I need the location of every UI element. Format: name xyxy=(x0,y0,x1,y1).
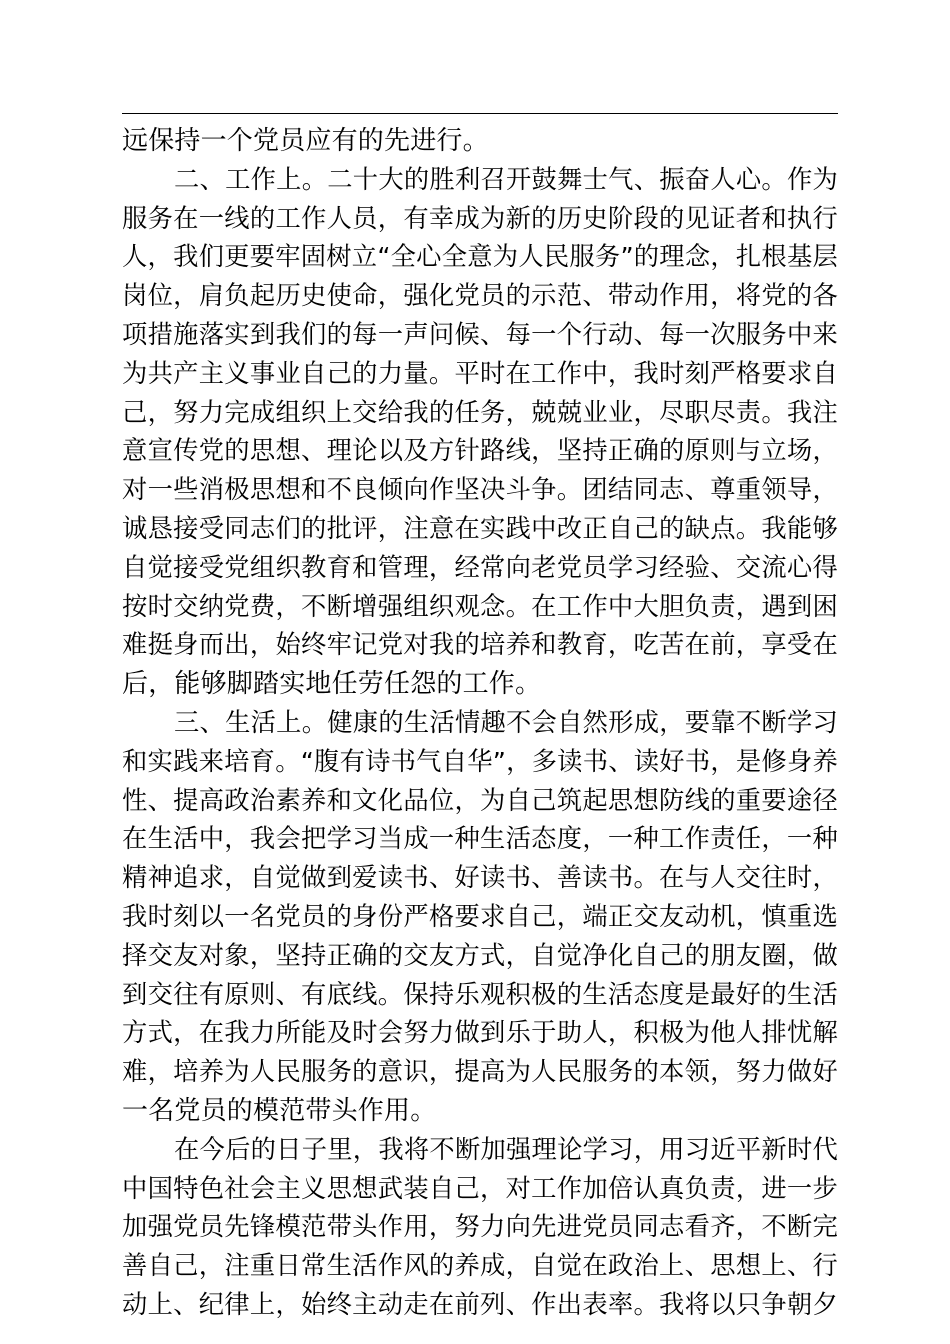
text-line: 人，我们更要牢固树立“全心全意为人民服务”的理念，扎根基层 xyxy=(122,242,838,272)
text-line: 服务在一线的工作人员，有幸成为新的历史阶段的见证者和执行 xyxy=(122,203,838,233)
text-line: 后，能够脚踏实地任劳任怨的工作。 xyxy=(122,669,542,700)
text-line: 我时刻以一名党员的身份严格要求自己，端正交友动机，慎重选 xyxy=(122,901,838,931)
text-line: 到交往有原则、有底线。保持乐观积极的生活态度是最好的生活 xyxy=(122,979,838,1009)
text-line: 性、提高政治素养和文化品位，为自己筑起思想防线的重要途径 xyxy=(122,785,838,815)
text-line: 按时交纳党费，不断增强组织观念。在工作中大胆负责，遇到困 xyxy=(122,591,838,621)
text-line: 加强党员先锋模范带头作用，努力向先进党员同志看齐，不断完 xyxy=(122,1212,838,1242)
header-rule xyxy=(122,113,838,114)
text-line: 意宣传党的思想、理论以及方针路线，坚持正确的原则与立场， xyxy=(122,436,838,466)
text-line: 项措施落实到我们的每一声问候、每一个行动、每一次服务中来 xyxy=(122,319,838,349)
text-line: 岗位，肩负起历史使命，强化党员的示范、带动作用，将党的各 xyxy=(122,281,838,311)
text-line: 方式，在我力所能及时会努力做到乐于助人，积极为他人排忧解 xyxy=(122,1018,838,1048)
text-line: 在今后的日子里，我将不断加强理论学习，用习近平新时代 xyxy=(174,1134,838,1164)
text-line: 自觉接受党组织教育和管理，经常向老党员学习经验、交流心得 xyxy=(122,552,838,582)
text-line: 精神追求，自觉做到爱读书、好读书、善读书。在与人交往时， xyxy=(122,863,838,893)
text-line: 动上、纪律上，始终主动走在前列、作出表率。我将以只争朝夕 xyxy=(122,1289,838,1319)
text-line: 善自己，注重日常生活作风的养成，自觉在政治上、思想上、行 xyxy=(122,1251,838,1281)
text-line: 己，努力完成组织上交给我的任务，兢兢业业，尽职尽责。我注 xyxy=(122,397,838,427)
text-line: 诚恳接受同志们的批评，注意在实践中改正自己的缺点。我能够 xyxy=(122,513,838,543)
text-line: 在生活中，我会把学习当成一种生活态度，一种工作责任，一种 xyxy=(122,824,838,854)
text-line: 一名党员的模范带头作用。 xyxy=(122,1095,437,1126)
text-line: 对一些消极思想和不良倾向作坚决斗争。团结同志、尊重领导， xyxy=(122,475,838,505)
document-body xyxy=(122,122,838,1325)
text-line: 难挺身而出，始终牢记党对我的培养和教育，吃苦在前，享受在 xyxy=(122,630,838,660)
text-line: 难，培养为人民服务的意识，提高为人民服务的本领，努力做好 xyxy=(122,1057,838,1087)
text-line: 三、生活上。健康的生活情趣不会自然形成，要靠不断学习 xyxy=(174,707,838,737)
text-line: 远保持一个党员应有的先进行。 xyxy=(122,126,489,156)
text-line: 中国特色社会主义思想武装自己，对工作加倍认真负责，进一步 xyxy=(122,1173,838,1203)
text-line: 二、工作上。二十大的胜利召开鼓舞士气、振奋人心。作为 xyxy=(174,164,838,194)
text-line: 为共产主义事业自己的力量。平时在工作中，我时刻严格要求自 xyxy=(122,358,838,388)
text-line: 和实践来培育。“腹有诗书气自华”，多读书、读好书，是修身养 xyxy=(122,746,838,776)
text-line: 择交友对象，坚持正确的交友方式，自觉净化自己的朋友圈，做 xyxy=(122,940,838,970)
